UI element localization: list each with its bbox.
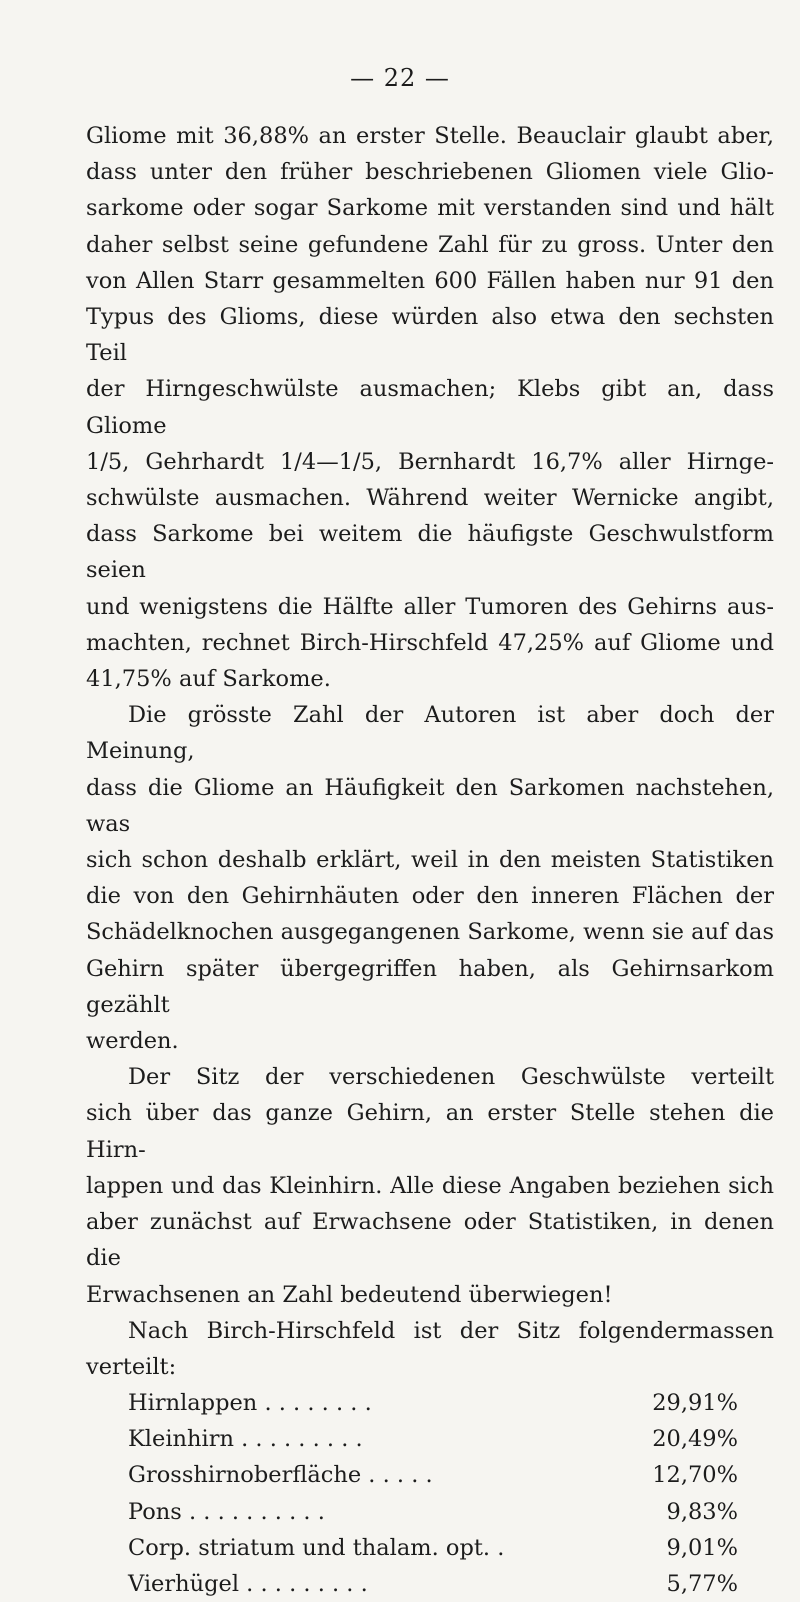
text-line: 41,75% auf Sarkome. [86, 666, 331, 693]
text-line: machten, rechnet Birch-Hirschfeld 47,25% auf Gliome und [86, 629, 774, 656]
paragraph-4 [86, 1313, 774, 1385]
text-line: dass Sarkome bei weitem die häufigste Geschwulstform seien [86, 521, 774, 584]
text-line: von Allen Starr gesammelten 600 Fällen haben nur 91 den [86, 267, 774, 294]
table-value: 20,49% [652, 1426, 738, 1453]
text-line: Die grösste Zahl der Autoren ist aber doch der Meinung, [86, 702, 774, 765]
text-line: Erwachsenen an Zahl bedeutend überwiegen! [86, 1281, 613, 1308]
table-row [128, 1385, 738, 1421]
text-line: aber zunächst auf Erwachsene oder Statistiken, in denen die [86, 1209, 774, 1272]
paragraph-1 [86, 118, 774, 697]
body-text [86, 118, 774, 1602]
table-value: 12,70% [652, 1462, 738, 1489]
table-row [128, 1494, 738, 1530]
table-value: 9,83% [666, 1498, 738, 1525]
text-line: schwülste ausmachen. Während weiter Wernicke angibt, [86, 485, 774, 512]
table-label: Grosshirnoberfläche . . . . . [128, 1462, 433, 1489]
table-row [128, 1530, 738, 1566]
page-number: — 22 — [350, 64, 450, 92]
text-line: lappen und das Kleinhirn. Alle diese Angaben beziehen sich [86, 1172, 774, 1199]
table-label: Corp. striatum und thalam. opt. . [128, 1534, 505, 1561]
text-line: und wenigstens die Hälfte aller Tumoren des Gehirns aus- [86, 593, 774, 620]
text-line: Nach Birch-Hirschfeld ist der Sitz folgendermassen [128, 1317, 774, 1344]
table-label: Vierhügel . . . . . . . . . [128, 1571, 368, 1598]
text-line: sich über das ganze Gehirn, an erster Stelle stehen die Hirn- [86, 1100, 774, 1163]
text-line: Typus des Glioms, diese würden also etwa den sechsten Teil [86, 304, 774, 367]
paragraph-3 [86, 1059, 774, 1312]
table-value: 29,91% [652, 1390, 738, 1417]
table-value: 5,77% [666, 1571, 738, 1598]
table-row [128, 1566, 738, 1602]
text-line: verteilt: [86, 1353, 177, 1380]
text-line: daher selbst seine gefundene Zahl für zu gross. Unter den [86, 231, 774, 258]
text-line: Der Sitz der verschiedenen Geschwülste verteilt [128, 1064, 774, 1091]
table-label: Pons . . . . . . . . . . [128, 1498, 325, 1525]
table-label: Kleinhirn . . . . . . . . . [128, 1426, 363, 1453]
table-row [128, 1421, 738, 1457]
text-line: die von den Gehirnhäuten oder den inneren Flächen der [86, 883, 774, 910]
text-line: dass die Gliome an Häufigkeit den Sarkomen nachstehen, was [86, 774, 774, 837]
table-label: Hirnlappen . . . . . . . . [128, 1390, 372, 1417]
text-line: der Hirngeschwülste ausmachen; Klebs gibt an, dass Gliome [86, 376, 774, 439]
location-table [128, 1385, 738, 1602]
paragraph-2 [86, 697, 774, 1059]
text-line: werden. [86, 1028, 179, 1055]
table-row [128, 1457, 738, 1493]
text-line: sarkome oder sogar Sarkome mit verstanden sind und hält [86, 195, 774, 222]
text-line: 1/5, Gehrhardt 1/4—1/5, Bernhardt 16,7% aller Hirnge- [86, 448, 774, 475]
text-line: Gliome mit 36,88% an erster Stelle. Beauclair glaubt aber, [86, 123, 774, 149]
text-line: Gehirn später übergegriffen haben, als Gehirnsarkom gezählt [86, 955, 774, 1018]
text-line: sich schon deshalb erklärt, weil in den meisten Statistiken [86, 847, 774, 874]
text-line: Schädelknochen ausgegangenen Sarkome, wenn sie auf das [86, 919, 774, 946]
text-line: dass unter den früher beschriebenen Gliomen viele Glio- [86, 159, 774, 186]
table-value: 9,01% [666, 1534, 738, 1561]
